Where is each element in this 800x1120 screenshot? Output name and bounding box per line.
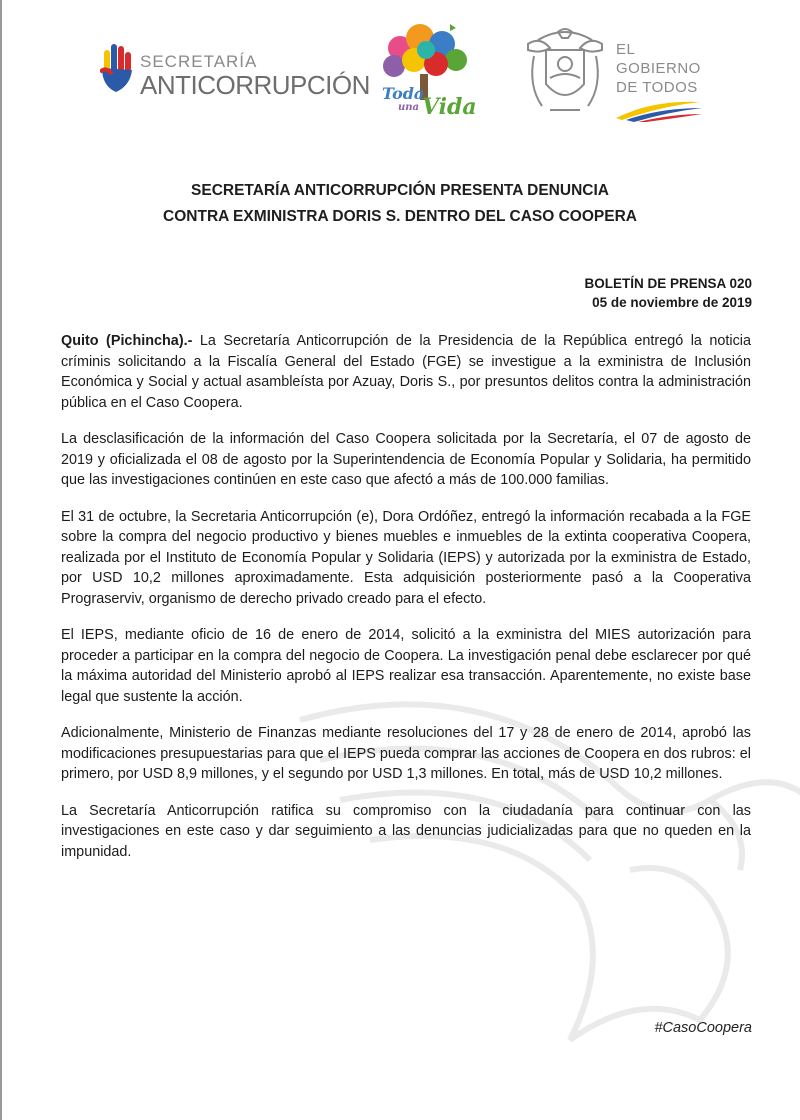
paragraph-3: El 31 de octubre, la Secretaria Anticorrupción (e), Dora Ordóñez, entregó la información recabada a la FGE sobre la compra del negocio productivo y bienes muebles e inmuebles de la extinta cooperativa Coopera, realizada por el Instituto de Economía Popular y Solidaria (IEPS) y autorizada por la exministra de Estado, por USD 10,2 millones aproximadamente. Esta adquisición posteriormente pasó a la Cooperativa Prograserviv, organismo de derecho privado creado para el efecto.: [61, 508, 751, 607]
page-left-border: [0, 0, 2, 1120]
secretaria-label: SECRETARÍA: [140, 52, 258, 71]
gobierno-line3: DE TODOS: [616, 79, 698, 96]
title-line-2: CONTRA EXMINISTRA DORIS S. DENTRO DEL CASO COOPERA: [163, 208, 637, 225]
paragraph-4: El IEPS, mediante oficio de 16 de enero de 2014, solicitó a la exministra del MIES autorización para proceder a participar en la compra del negocio de Coopera. La investigación penal debe esclarecer por qué la máxima autoridad del Ministerio aprobó al IEPS realizar esa transacción. Aparentemente, no existe base legal que sustente la acción.: [61, 627, 751, 705]
toda-label: Toda: [382, 84, 425, 103]
title-line-1: SECRETARÍA ANTICORRUPCIÓN PRESENTA DENUNCIA: [191, 182, 609, 199]
gobierno-line1: EL: [616, 41, 636, 58]
gobierno-line2: GOBIERNO: [616, 60, 701, 77]
paragraph-6: La Secretaría Anticorrupción ratifica su compromiso con la ciudadanía para continuar con las investigaciones en este caso y dar seguimiento a las denuncias judicializadas para que no queden en la impunidad.: [61, 802, 751, 860]
bulletin-meta: [584, 274, 752, 312]
flag-swoosh-icon: [612, 98, 704, 122]
hashtag: #CasoCoopera: [654, 1020, 752, 1036]
toda-una-vida-logo: [370, 18, 480, 128]
bulletin-date: 05 de noviembre de 2019: [592, 295, 752, 310]
paragraph-1: [61, 331, 751, 413]
coat-of-arms-icon: [520, 26, 610, 124]
secretaria-anticorrupcion-logo: [100, 42, 370, 102]
dateline: Quito (Pichincha).-: [61, 333, 193, 349]
anticorrupcion-label: ANTICORRUPCIÓN: [140, 70, 370, 100]
hand-logo-icon: [100, 42, 136, 98]
vida-label: Vida: [422, 94, 477, 120]
gobierno-de-todos-logo: [616, 40, 716, 97]
paragraph-2: La desclasificación de la información del Caso Coopera solicitada por la Secretaría, el 07 de agosto de 2019 y oficializada el 08 de agosto por la Superintendencia de Economía Popular y Solidaria, ha permitido que las investigaciones continúen en este caso que afectó a más de 100.000 familias.: [61, 431, 751, 488]
bulletin-number: BOLETÍN DE PRENSA 020: [584, 276, 752, 291]
paragraph-1-text: La Secretaría Anticorrupción de la Presidencia de la República entregó la noticia críminis solicitando a la Fiscalía General del Estado (FGE) se investigue a la exministra de Inclusión Económica y Social y actual asambleísta por Azuay, Doris S., por presuntos delitos contra la administración pública en el Caso Coopera.: [61, 333, 751, 411]
una-label: una: [398, 102, 420, 113]
article-body: [61, 331, 751, 878]
paragraph-5: Adicionalmente, Ministerio de Finanzas mediante resoluciones del 17 y 28 de enero de 2014, aprobó las modificaciones presupuestarias para que el IEPS pueda comprar las acciones de Coopera en dos rubros: el primero, por USD 8,9 millones, y el segundo por USD 1,3 millones. En total, más de USD 10,2 millones.: [61, 725, 751, 782]
page-title: [0, 178, 800, 230]
